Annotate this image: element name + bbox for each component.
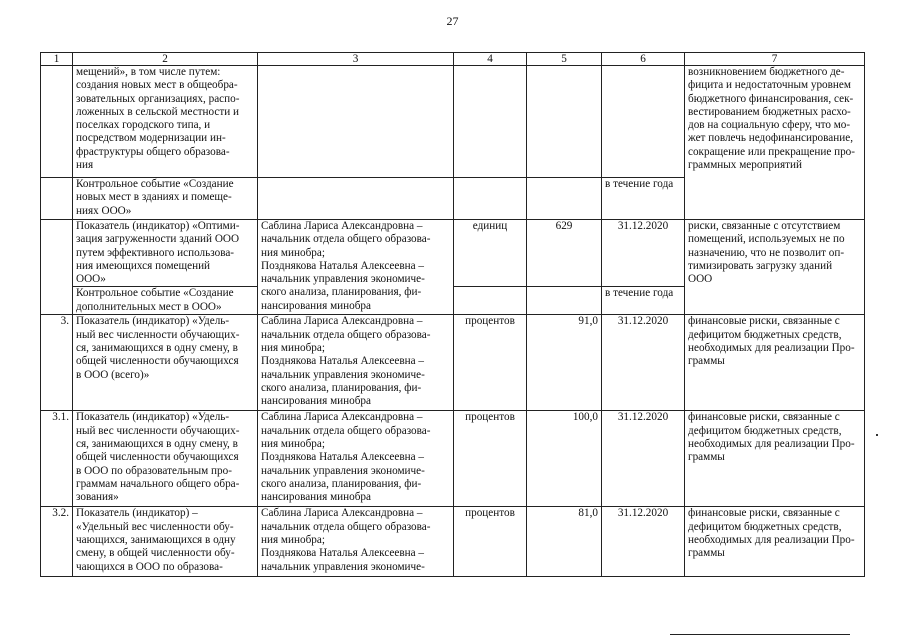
indicator-cell: Показатель (индикатор) «Удель- ный вес численности обучающих- ся, занимающихся в одну смену, в общей численности обучающихся в ООО по образовательным про- граммам начального общего обра- зования»: [73, 411, 258, 507]
column-number: 7: [685, 53, 865, 66]
activity-cell: мещений», в том числе путем: создания новых мест в общеобра- зовательных организациях, распо- ложенных в сельской местности и поселках городского типа, и посредством модернизации ин- фраструктуры общего образова- ния: [73, 66, 258, 178]
scan-speck: [876, 434, 878, 436]
deadline-cell: 31.12.2020: [602, 507, 685, 577]
unit-cell: процентов: [454, 411, 527, 507]
indicator-cell: Показатель (индикатор) «Удель- ный вес численности обучающих- ся, занимающихся в одну смену, в общей численности обучающихся в ООО (всего)»: [73, 315, 258, 411]
page-number: 27: [446, 14, 459, 28]
column-number: 5: [527, 53, 602, 66]
value-cell: 100,0: [527, 411, 602, 507]
table-row: [41, 220, 865, 287]
indicator-cell: Показатель (индикатор) – «Удельный вес численности обу- чающихся, занимающихся в одну смену, в общей численности обу- чающихся в ООО по образова-: [73, 507, 258, 577]
table-row: [41, 315, 865, 411]
column-number: 6: [602, 53, 685, 66]
control-event-cell: Контрольное событие «Создание новых мест в зданиях и помеще- ниях ООО»: [73, 178, 258, 220]
deadline-cell: 31.12.2020: [602, 411, 685, 507]
risk-cell: возникновением бюджетного де- фицита и недостаточным уровнем бюджетного финансирования, сек- вестированием бюджетных расхо- дов на социальную сферу, что мо- жет повлечь недофинансирование, сокращение или прекращение про- граммных мероприятий: [685, 66, 865, 220]
risk-cell: риски, связанные с отсутствием помещений, используемых не по назначению, что не позволит оп- тимизировать загрузку зданий ООО: [685, 220, 865, 315]
unit-cell: [454, 178, 527, 220]
value-cell: 629: [527, 220, 602, 287]
item-number-cell: 3.: [41, 315, 73, 411]
responsible-cell: [258, 66, 454, 178]
deadline-cell: в течение года: [602, 287, 685, 315]
value-cell: 81,0: [527, 507, 602, 577]
responsible-cell: Саблина Лариса Александровна – начальник отдела общего образова- ния минобра; Позднякова Наталья Алексеевна – начальник управления экономиче- ского анализа, планирования, фи- нансирования минобра: [258, 411, 454, 507]
plan-table: [40, 52, 865, 577]
deadline-cell: в течение года: [602, 178, 685, 220]
value-cell: [527, 287, 602, 315]
deadline-cell: 31.12.2020: [602, 315, 685, 411]
unit-cell: процентов: [454, 315, 527, 411]
value-cell: 91,0: [527, 315, 602, 411]
risk-cell: финансовые риски, связанные с дефицитом бюджетных средств, необходимых для реализации Про- граммы: [685, 507, 865, 577]
responsible-cell: Саблина Лариса Александровна – начальник отдела общего образова- ния минобра; Позднякова Наталья Алексеевна – начальник управления экономиче- ского анализа, планирования, фи- нансирования минобра: [258, 315, 454, 411]
table-row: [41, 507, 865, 577]
unit-cell: процентов: [454, 507, 527, 577]
item-number-cell: 3.1.: [41, 411, 73, 507]
item-number-cell: [41, 220, 73, 315]
unit-cell: единиц: [454, 220, 527, 287]
column-number: 1: [41, 53, 73, 66]
responsible-cell: Саблина Лариса Александровна – начальник отдела общего образова- ния минобра; Позднякова Наталья Алексеевна – начальник управления экономиче- ского анализа, планирования, фи- нансирования минобра: [258, 220, 454, 315]
deadline-cell: [602, 66, 685, 178]
table-row: [41, 411, 865, 507]
control-event-cell: Контрольное событие «Создание дополнительных мест в ООО»: [73, 287, 258, 315]
unit-cell: [454, 66, 527, 178]
column-number: 3: [258, 53, 454, 66]
column-number: 2: [73, 53, 258, 66]
column-number-row: [41, 53, 865, 66]
responsible-cell: [258, 178, 454, 220]
item-number-cell: [41, 66, 73, 178]
responsible-cell: Саблина Лариса Александровна – начальник отдела общего образова- ния минобра; Позднякова Наталья Алексеевна – начальник управления экономиче-: [258, 507, 454, 577]
deadline-cell: 31.12.2020: [602, 220, 685, 287]
column-number: 4: [454, 53, 527, 66]
item-number-cell: 3.2.: [41, 507, 73, 577]
item-number-cell: [41, 178, 73, 220]
unit-cell: [454, 287, 527, 315]
indicator-cell: Показатель (индикатор) «Оптими- зация загруженности зданий ООО путем эффективного использова- ния имеющихся помещений ООО»: [73, 220, 258, 287]
footer-rule: [670, 634, 850, 635]
risk-cell: финансовые риски, связанные с дефицитом бюджетных средств, необходимых для реализации Про- граммы: [685, 315, 865, 411]
table-row: [41, 66, 865, 178]
risk-cell: финансовые риски, связанные с дефицитом бюджетных средств, необходимых для реализации Про- граммы: [685, 411, 865, 507]
value-cell: [527, 66, 602, 178]
value-cell: [527, 178, 602, 220]
